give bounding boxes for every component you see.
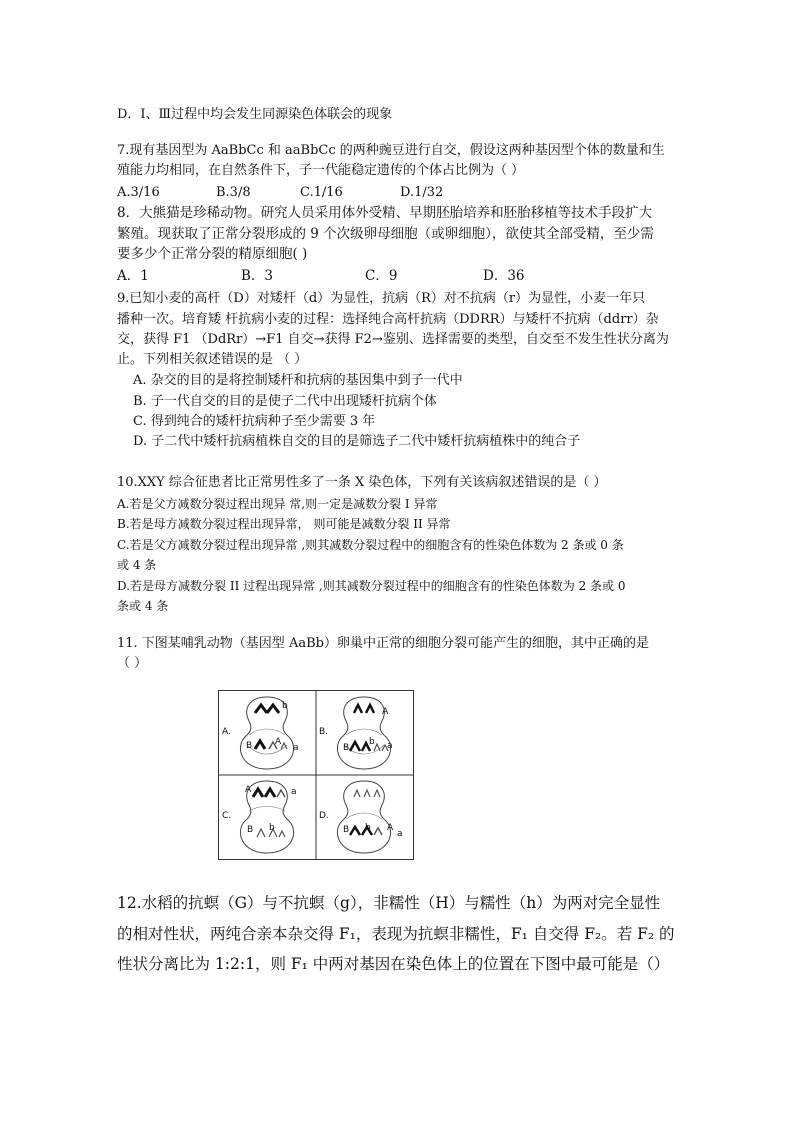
panel-b-gene-2: B: [343, 743, 350, 753]
panel-d-gene-2: b: [365, 823, 371, 833]
panel-b-gene-4: a: [387, 741, 393, 751]
q10-stem: 10.XXY 综合征患者比正常男性多了一条 X 染色体，下列有关该病叙述错误的是（ ）: [117, 475, 607, 490]
panel-a-gene-2: A: [275, 737, 282, 747]
q6-option-d: D．Ⅰ、Ⅲ过程中均会发生同源染色体联会的现象: [117, 107, 393, 122]
panel-d-label: D.: [319, 811, 329, 821]
q8-stem-line2: 繁殖。现获取了正常分裂形成的 9 个次级卵母细胞（或卵细胞），欲使其全部受精，至少需: [117, 226, 654, 242]
q8-option-c: C．9: [365, 268, 398, 284]
q7-option-d: D.1/32: [400, 185, 444, 200]
panel-c-gene-1: A: [245, 785, 252, 795]
q9-stem-line2: 播种一次。培育矮 杆抗病小麦的过程：选择纯合高杆抗病（DDRR）与矮杆不抗病（ddrr）杂: [117, 312, 659, 327]
panel-d-cell: [337, 781, 390, 853]
panel-c-gene-3: B: [247, 825, 254, 835]
panel-d-gene-4: a: [397, 829, 403, 839]
q7-stem-line1: 7.现有基因型为 AaBbCc 和 aaBbCc 的两种豌豆进行自交，假设这两种基因型个体的数量和生: [117, 143, 665, 158]
cell-division-figure: [218, 690, 414, 860]
q8-option-a: A．1: [117, 268, 149, 284]
q9-option-d: D. 子二代中矮杆抗病植株自交的目的是筛选子二代中矮杆抗病植株中的纯合子: [133, 434, 581, 449]
q10-option-d-line1: D.若是母方减数分裂 II 过程出现异常 ,则其减数分裂过程中的细胞含有的性染色体数为 2 条或 0: [117, 579, 626, 593]
q10-option-c-line1: C.若是父方减数分裂过程出现异常 ,则其减数分裂过程中的细胞含有的性染色体数为 2 条或 0 条: [117, 538, 624, 552]
panel-a-label: A.: [222, 727, 231, 737]
q7-stem-line2: 殖能力均相同，在自然条件下，子一代能稳定遗传的个体占比例为（ ）: [117, 163, 525, 178]
q9-option-c: C. 得到纯合的矮杆抗病种子至少需要 3 年: [133, 414, 376, 429]
q7-option-c: C.1/16: [300, 185, 343, 200]
q9-stem-line1: 9.已知小麦的高杆（D）对矮杆（d）为显性，抗病（R）对不抗病（r）为显性，小麦一年只: [117, 291, 646, 306]
panel-d-gene-3: A: [387, 823, 394, 833]
panel-b-label: B.: [319, 727, 329, 737]
q9-stem-line4: 止。下列相关叙述错误的是 （ ）: [117, 352, 308, 367]
panel-a-gene-3: a: [293, 743, 299, 753]
q10-option-c-line2: 或 4 条: [117, 558, 157, 572]
q11-stem-line2: （ ）: [117, 656, 148, 671]
panel-c-gene-2: a: [291, 787, 297, 797]
q9-option-a: A. 杂交的目的是将控制矮杆和抗病的基因集中到子一代中: [133, 373, 463, 388]
panel-d-gene-1: B: [343, 825, 350, 835]
q8-stem-line3: 要多少个正常分裂的精原细胞( ): [117, 246, 308, 262]
q8-stem-line1: 8．大熊猫是珍稀动物。研究人员采用体外受精、早期胚胎培养和胚胎移植等技术手段扩大: [117, 205, 653, 221]
q7-option-b: B.3/8: [216, 185, 251, 200]
panel-b-gene-3: b: [369, 737, 375, 747]
q8-option-b: B．3: [241, 268, 274, 284]
q12-stem-line3: 性状分离比为 1:2:1，则 F₁ 中两对基因在染色体上的位置在下图中最可能是（）: [117, 955, 670, 973]
q10-option-b: B.若是母方减数分裂过程出现异常， 则可能是减数分裂 II 异常: [117, 517, 451, 531]
q9-option-b: B. 子一代自交的目的是使子二代中出现矮杆抗病个体: [133, 394, 437, 409]
q7-option-a: A.3/16: [117, 185, 160, 200]
panel-a-gene-1: B: [246, 741, 253, 751]
q9-stem-line3: 交，获得 F1 （DdRr）→F1 自交→获得 F2→鉴别、选择需要的类型，自交至不发生性状分离为: [117, 332, 669, 347]
q12-stem-line1: 12.水稻的抗螟（G）与不抗螟（g），非糯性（H）与糯性（h）为两对完全显性: [117, 894, 661, 912]
panel-c-label: C.: [222, 811, 232, 821]
panel-c-gene-4: b: [269, 823, 275, 833]
panel-b-gene-1: A: [382, 707, 389, 717]
q10-option-d-line2: 条或 4 条: [117, 599, 169, 613]
panel-a-gene-4: b: [282, 701, 288, 711]
q8-option-d: D．36: [483, 268, 525, 284]
q11-stem-line1: 11. 下图某哺乳动物（基因型 AaBb）卵巢中正常的细胞分裂可能产生的细胞，其中正确的是: [117, 636, 649, 651]
q10-option-a: A.若是父方减数分裂过程出现异 常,则一定是减数分裂 I 异常: [117, 497, 438, 511]
q12-stem-line2: 的相对性状，两纯合亲本杂交得 F₁，表现为抗螟非糯性，F₁ 自交得 F₂。若 F₂ 的: [117, 925, 675, 943]
